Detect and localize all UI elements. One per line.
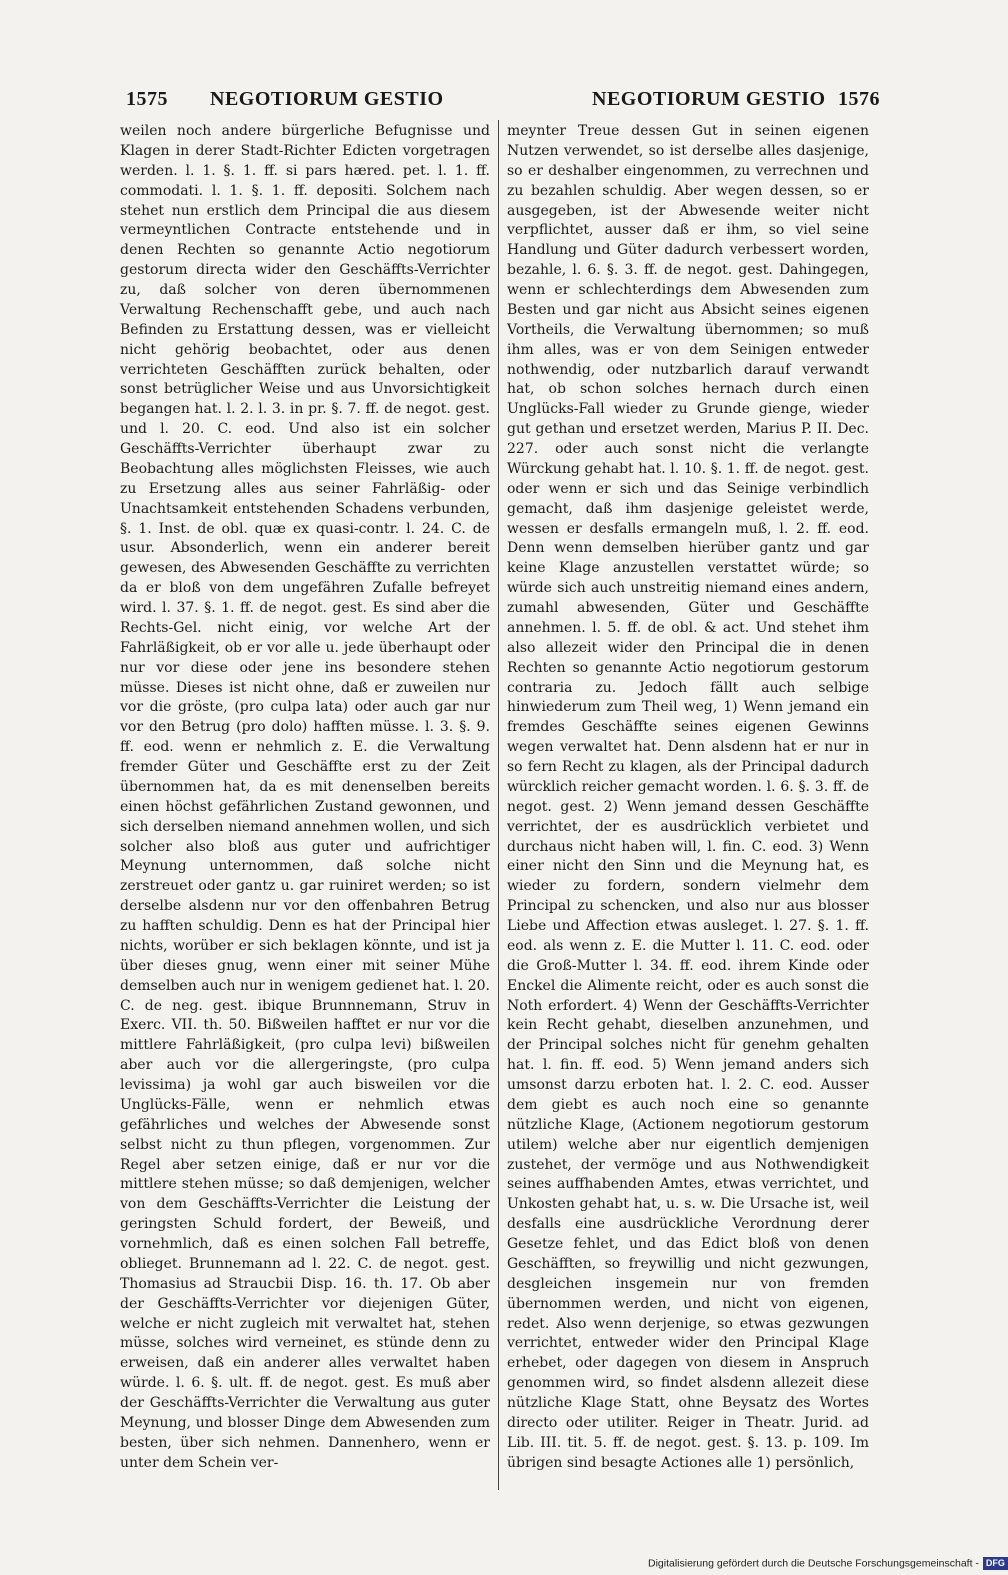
page-header [0,88,1000,118]
text-column-right [507,122,869,1484]
dfg-logo: DFG [983,1557,1008,1570]
running-title-left: NEGOTIORUM GESTIO [210,88,444,110]
column-divider [498,120,499,1490]
page-number-right: 1576 [838,88,880,110]
text-column-left [120,122,490,1484]
digitization-credit [648,1557,1008,1573]
column-left-text: weilen noch andere bürgerliche Befugnisse und Klagen in derer Stadt-Richter Edicten vorgetragen werden. l. 1. §. 1. ff. si pars hæred. pet. l. 1. ff. commodati. l. 1. §. 1. ff. depositi. Solchem nach stehet nun erstlich dem Principal die aus diesem vermeyntlichen Contracte entstehende und in denen Rechten so genannte Actio negotiorum gestorum directa wider den Geschäffts-Verrichter zu, daß solcher von deren übernommenen Verwaltung Rechenschafft gebe, und auch nach Befinden zu Erstattung dessen, was er vielleicht nicht gehörig beobachtet, oder aus denen verrichteten Geschäfften zurück behalten, oder sonst betrüglicher Weise und aus Unvorsichtigkeit begangen hat. l. 2. l. 3. in pr. §. 7. ff. de negot. gest. und l. 20. C. eod. Und also ist ein solcher Geschäffts-Verrichter überhaupt zwar zu Beobachtung alles möglichsten Fleisses, wie auch zu Ersetzung alles aus seiner Fahrläßig- oder Unachtsamkeit entstehenden Schadens verbunden, §. 1. Inst. de obl. quæ ex quasi-contr. l. 24. C. de usur. Absonderlich, wenn ein anderer bereit gewesen, des Abwesenden Geschäffte zu verrichten da er bloß von dem ungefähren Zufalle befreyet wird. l. 37. §. 1. ff. de negot. gest. Es sind aber die Rechts-Gel. nicht einig, vor welche Art der Fahrläßigkeit, ob er vor alle u. jede überhaupt oder nur vor diese oder jene ins besondere stehen müsse. Dieses ist nicht ohne, daß er zuweilen nur vor die gröste, (pro culpa lata) oder auch gar nur vor den Betrug (pro dolo) hafften müsse. l. 3. §. 9. ff. eod. wenn er nehmlich z. E. die Verwaltung fremder Güter und Geschäffte erst zu der Zeit übernommen hat, da es mit denenselben bereits einen höchst gefährlichen Zustand gewonnen, und sich derselben niemand annehmen wollen, und sich solcher also bloß aus guter und aufrichtiger Meynung unternommen, daß solche nicht zerstreuet oder gantz u. gar ruiniret werden; so ist derselbe alsdenn nur vor den offenbahren Betrug zu hafften schuldig. Denn es hat der Principal hier nichts, worüber er sich beklagen könnte, und ist ja über dieses gnug, wenn einer mit seiner Mühe demselben auch nur in wenigem gedienet hat. l. 20. C. de neg. gest. ibique Brunnnemann, Struv in Exerc. VII. th. 50. Bißweilen hafftet er nur vor die mittlere Fahrläßigkeit, (pro culpa levi) bißweilen aber auch vor die allergeringste, (pro culpa levissima) ja wohl gar auch bisweilen vor die Unglücks-Fälle, wenn er nehmlich etwas gefährliches und welches der Abwesende sonst selbst nicht zu thun pflegen, vorgenommen. Zur Regel aber setzen einige, daß er nur vor die mittlere stehen müsse; so daß demjenigen, welcher von dem Geschäffts-Verrichter die Leistung der geringsten Schuld fordert, der Beweiß, und vornehmlich, daß es einen solchen Fall betreffe, oblieget. Brunnemann ad l. 22. C. de negot. gest. Thomasius ad Straucbii Disp. 16. th. 17. Ob aber der Geschäffts-Verrichter vor diejenigen Güter, welche er nicht zugleich mit verwaltet hat, stehen müsse, solches wird verneinet, es stünde denn zu erweisen, daß ein anderer alles verwaltet haben würde. l. 6. §. ult. ff. de negot. gest. Es muß aber der Geschäffts-Verrichter die Verwaltung aus guter Meynung, und blosser Dinge dem Abwesenden zum besten, über sich nehmen. Dannenhero, wenn er unter dem Schein ver- [120,123,490,1471]
page-number-left: 1575 [126,88,168,110]
column-right-text: meynter Treue dessen Gut in seinen eigenen Nutzen verwendet, so ist derselbe alles dasjenige, so er deshalber eingenommen, zu verrechnen und zu bezahlen schuldig. Aber wegen dessen, so er ausgegeben, ist der Abwesende weiter nicht verpflichtet, ausser daß er ihm, so viel seine Handlung und Güter dadurch verbessert worden, bezahle, l. 6. §. 3. ff. de negot. gest. Dahingegen, wenn er schlechterdings dem Abwesenden zum Besten und gar nicht aus Absicht seines eigenen Vortheils, die Verwaltung übernommen; so muß ihm alles, was er von dem Seinigen entweder nothwendig, oder nutzbarlich darauf verwandt hat, ob schon solches hernach durch einen Unglücks-Fall wieder zu Grunde gienge, wieder gut gethan und ersetzet werden, Marius P. II. Dec. 227. oder auch sonst nicht die verlangte Würckung gehabt hat. l. 10. §. 1. ff. de negot. gest. oder wenn er sich und das Seinige verbindlich gemacht, daß ihm dasjenige geleistet werde, wessen er desfalls ermangeln muß, l. 2. ff. eod. Denn wenn demselben hierüber gantz und gar keine Klage anzustellen verstattet würde; so würde sich auch unstreitig niemand eines andern, zumahl abwesenden, Güter und Geschäffte annehmen. l. 5. ff. de obl. & act. Und stehet ihm also allezeit wider den Principal die in denen Rechten so genannte Actio negotiorum gestorum contraria zu. Jedoch fällt auch selbige hinwiederum zum Theil weg, 1) Wenn jemand ein fremdes Geschäffte seines eigenen Gewinns wegen verwaltet hat. Denn alsdenn hat er nur in so fern Recht zu klagen, als der Principal dadurch würcklich reicher gemacht worden. l. 6. §. 3. ff. de negot. gest. 2) Wenn jemand dessen Geschäffte verrichtet, der es ausdrücklich verbietet und durchaus nicht haben will, l. fin. C. eod. 3) Wenn einer nicht den Sinn und die Meynung hat, es wieder zu fordern, sondern vielmehr dem Principal zu schencken, und also nur aus blosser Liebe und Affection etwas ausleget. l. 27. §. 1. ff. eod. als wenn z. E. die Mutter l. 11. C. eod. oder die Groß-Mutter l. 34. ff. eod. ihrem Kinde oder Enckel die Alimente reicht, oder es auch sonst die Noth erfordert. 4) Wenn der Geschäffts-Verrichter kein Recht gehabt, dieselben anzunehmen, und der Principal solches nicht für genehm gehalten hat. l. fin. ff. eod. 5) Wenn jemand anders sich umsonst darzu erboten hat. l. 2. C. eod. Ausser dem giebt es auch noch eine so genannte nützliche Klage, (Actionem negotiorum gestorum utilem) welche aber nur eigentlich demjenigen zustehet, der vermöge und aus Nothwendigkeit seines auffhabenden Amtes, etwas verrichtet, und Unkosten gehabt hat, u. s. w. Die Ursache ist, weil desfalls eine ausdrückliche Verordnung derer Gesetze fehlet, und das Edict bloß von denen Geschäfften, so freywillig und nicht gezwungen, desgleichen insgemein nur von fremden übernommen werden, und nicht von eigenen, redet. Also wenn derjenige, so etwas gezwungen verrichtet, entweder wider den Principal Klage erhebet, oder dagegen von diesem in Anspruch genommen wird, so findet alsdenn allezeit diese nützliche Klage Statt, ohne Beysatz des Wortes directo oder utiliter. Reiger in Theatr. Jurid. ad Lib. III. tit. 5. ff. de negot. gest. §. 13. p. 109. Im übrigen sind besagte Actiones alle 1) persönlich, [507,123,869,1471]
running-title-right: NEGOTIORUM GESTIO [592,88,826,110]
credit-text: Digitalisierung gefördert durch die Deutsche Forschungsgemeinschaft - [648,1557,979,1570]
